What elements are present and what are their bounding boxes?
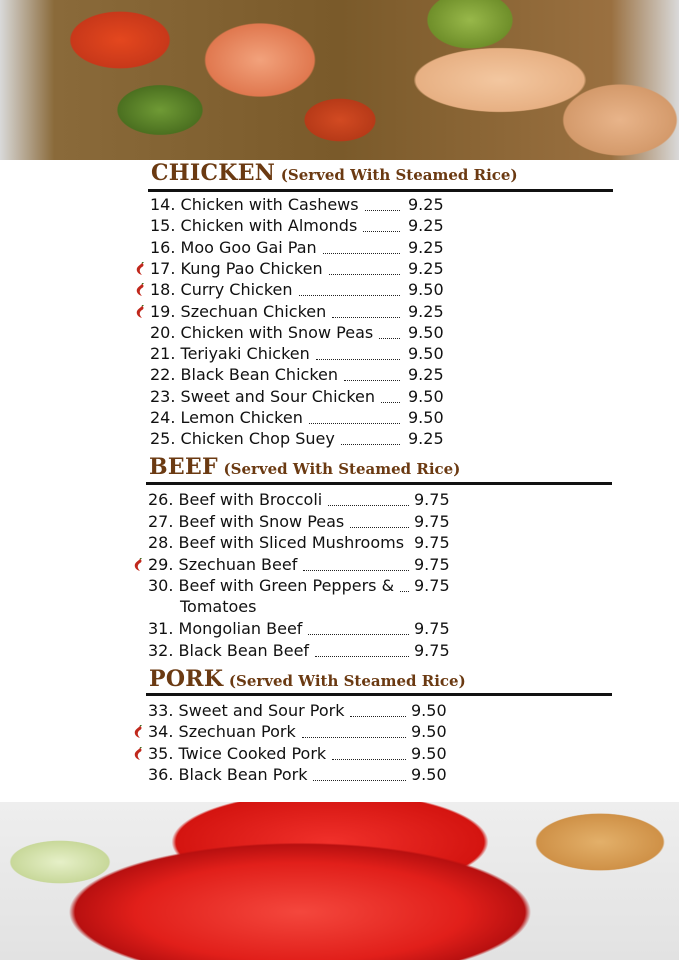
menu-item-name: 30. Beef with Green Peppers & bbox=[148, 576, 395, 595]
stir-fry-photo bbox=[0, 0, 679, 160]
menu-item-price: 9.50 bbox=[411, 701, 447, 720]
menu-item bbox=[150, 302, 458, 323]
dot-leader bbox=[341, 429, 400, 445]
dot-leader bbox=[303, 555, 409, 571]
menu-item bbox=[148, 641, 464, 662]
menu-item-price: 9.25 bbox=[408, 195, 444, 214]
menu-item-price: 9.25 bbox=[408, 365, 444, 385]
menu-item-price: 9.75 bbox=[414, 490, 450, 509]
menu-item-price: 9.75 bbox=[414, 533, 450, 552]
menu-item-name: 28. Beef with Sliced Mushrooms bbox=[148, 533, 405, 552]
menu-item bbox=[150, 408, 458, 429]
menu-item-name: 18. Curry Chicken bbox=[150, 280, 293, 300]
menu-item-name-continued: Tomatoes bbox=[180, 597, 257, 616]
menu-item-price: 9.75 bbox=[414, 576, 450, 595]
menu-item-name: 22. Black Bean Chicken bbox=[150, 365, 338, 385]
menu-item bbox=[148, 701, 461, 722]
menu-item-price: 9.50 bbox=[408, 322, 444, 342]
menu-item-name: 33. Sweet and Sour Pork bbox=[148, 701, 345, 720]
dot-leader bbox=[323, 238, 400, 254]
menu-item bbox=[150, 365, 458, 386]
menu-panel bbox=[0, 160, 679, 802]
menu-item-name: 25. Chicken Chop Suey bbox=[150, 429, 335, 449]
section-note: (Served With Steamed Rice) bbox=[280, 166, 518, 184]
red-chili-pepper-icon bbox=[134, 747, 143, 761]
menu-item-name: 15. Chicken with Almonds bbox=[150, 216, 358, 236]
section-heading: CHICKEN bbox=[151, 160, 276, 186]
dot-leader bbox=[365, 195, 400, 211]
menu-item bbox=[150, 387, 458, 408]
dot-leader bbox=[315, 641, 409, 657]
dot-leader bbox=[332, 302, 400, 318]
menu-item bbox=[150, 238, 458, 259]
menu-item bbox=[150, 195, 458, 216]
menu-item-price: 9.25 bbox=[408, 216, 444, 236]
dot-leader bbox=[363, 216, 400, 232]
menu-item-price: 9.50 bbox=[408, 280, 444, 300]
menu-item-price: 9.25 bbox=[408, 301, 444, 321]
dot-leader bbox=[379, 323, 400, 339]
menu-item-price: 9.25 bbox=[408, 237, 444, 257]
sweet-and-sour-photo bbox=[0, 802, 679, 960]
menu-item-name: 24. Lemon Chicken bbox=[150, 408, 303, 427]
menu-item-price: 9.50 bbox=[411, 764, 447, 784]
menu-item bbox=[150, 216, 458, 237]
menu-item-price: 9.75 bbox=[414, 619, 450, 638]
menu-item-name: 34. Szechuan Pork bbox=[148, 722, 296, 742]
dot-leader bbox=[299, 280, 400, 296]
menu-item bbox=[150, 259, 458, 280]
menu-item-name: 29. Szechuan Beef bbox=[148, 554, 298, 574]
menu-item-name: 16. Moo Goo Gai Pan bbox=[150, 237, 317, 257]
menu-item bbox=[148, 533, 464, 554]
red-chili-pepper-icon bbox=[134, 725, 143, 739]
section-rule bbox=[146, 482, 612, 485]
section-note: (Served With Steamed Rice) bbox=[228, 672, 466, 690]
menu-item-name: 27. Beef with Snow Peas bbox=[148, 511, 345, 531]
dot-leader bbox=[328, 490, 409, 506]
menu-item-name: 20. Chicken with Snow Peas bbox=[150, 322, 374, 342]
menu-item bbox=[148, 555, 464, 576]
dot-leader bbox=[350, 701, 406, 717]
section-rule bbox=[146, 693, 612, 696]
dot-leader bbox=[350, 512, 409, 528]
menu-item bbox=[148, 744, 461, 765]
dot-leader bbox=[332, 744, 406, 760]
menu-item bbox=[148, 722, 461, 743]
dot-leader bbox=[381, 387, 400, 403]
dot-leader bbox=[302, 722, 406, 738]
dot-leader bbox=[316, 344, 400, 360]
dot-leader bbox=[400, 576, 409, 592]
menu-item-price: 9.50 bbox=[408, 408, 444, 427]
menu-item-price: 9.50 bbox=[411, 722, 447, 742]
menu-item bbox=[148, 576, 464, 616]
menu-item-name: 19. Szechuan Chicken bbox=[150, 301, 327, 321]
section-title-chicken bbox=[151, 160, 518, 186]
section-note: (Served With Steamed Rice) bbox=[223, 460, 461, 478]
menu-item bbox=[150, 280, 458, 301]
menu-item bbox=[148, 512, 464, 533]
menu-item-price: 9.50 bbox=[408, 386, 444, 406]
menu-item bbox=[150, 344, 458, 365]
section-heading: PORK bbox=[149, 666, 224, 692]
menu-item-name: 23. Sweet and Sour Chicken bbox=[150, 386, 375, 406]
red-chili-pepper-icon bbox=[134, 558, 143, 572]
dot-leader bbox=[308, 619, 409, 635]
menu-item bbox=[148, 619, 464, 640]
menu-item-name: 31. Mongolian Beef bbox=[148, 619, 303, 638]
dot-leader bbox=[313, 765, 406, 781]
section-title-beef bbox=[149, 454, 460, 480]
menu-item-price: 9.25 bbox=[408, 429, 444, 449]
menu-item bbox=[148, 490, 464, 511]
section-heading: BEEF bbox=[149, 454, 218, 480]
red-chili-pepper-icon bbox=[136, 283, 145, 297]
menu-item-name: 17. Kung Pao Chicken bbox=[150, 258, 323, 278]
menu-item-price: 9.50 bbox=[408, 344, 444, 364]
menu-item-name: 36. Black Bean Pork bbox=[148, 764, 308, 784]
menu-item bbox=[150, 323, 458, 344]
red-chili-pepper-icon bbox=[136, 305, 145, 319]
menu-item-name: 35. Twice Cooked Pork bbox=[148, 743, 327, 763]
section-title-pork bbox=[149, 666, 466, 692]
dot-leader bbox=[329, 259, 400, 275]
section-rule bbox=[148, 189, 613, 192]
menu-item bbox=[148, 765, 461, 786]
dot-leader bbox=[309, 408, 400, 424]
menu-item-price: 9.75 bbox=[414, 511, 450, 531]
menu-item-name: 14. Chicken with Cashews bbox=[150, 195, 359, 214]
red-chili-pepper-icon bbox=[136, 262, 145, 276]
menu-item-price: 9.75 bbox=[414, 640, 450, 660]
menu-item-price: 9.25 bbox=[408, 258, 444, 278]
menu-item-price: 9.50 bbox=[411, 743, 447, 763]
menu-item bbox=[150, 429, 458, 450]
menu-item-name: 21. Teriyaki Chicken bbox=[150, 344, 310, 364]
menu-item-name: 26. Beef with Broccoli bbox=[148, 490, 323, 509]
menu-item-price: 9.75 bbox=[414, 554, 450, 574]
dot-leader bbox=[344, 365, 400, 381]
menu-item-name: 32. Black Bean Beef bbox=[148, 640, 310, 660]
